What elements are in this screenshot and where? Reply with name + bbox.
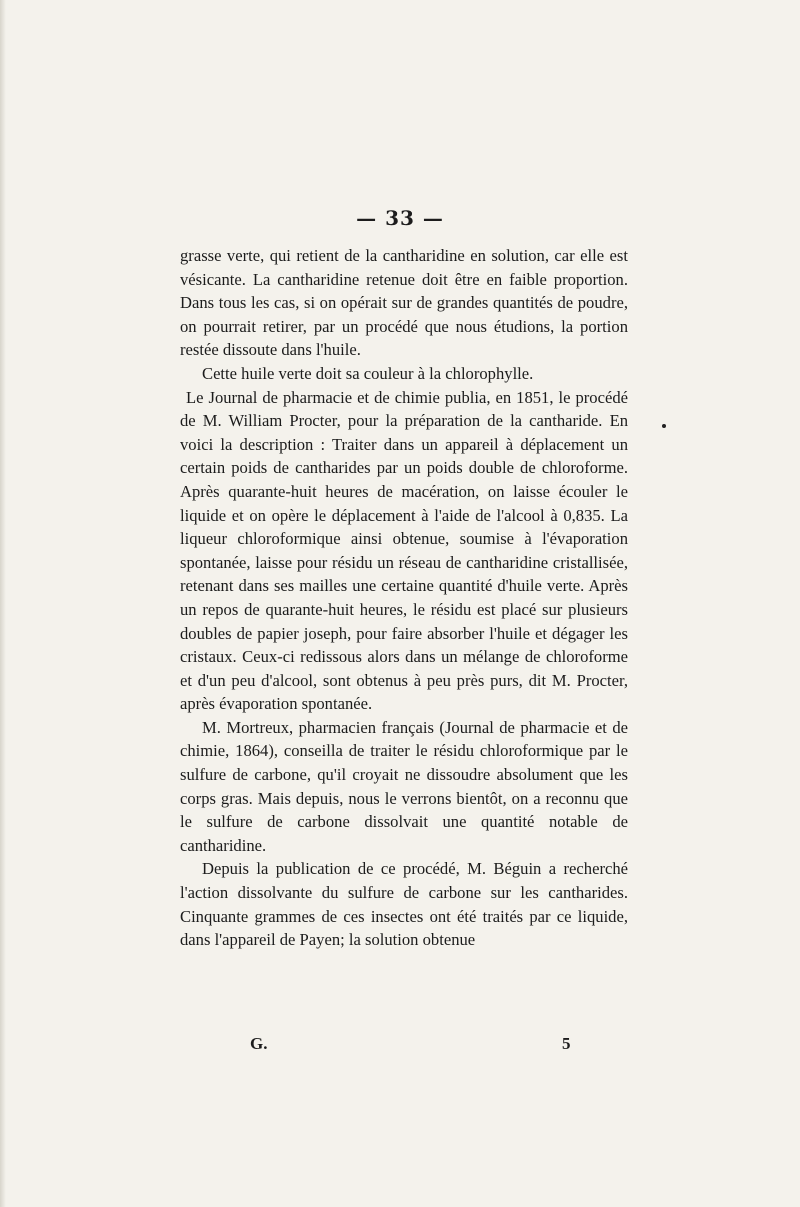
paragraph-3: Le Journal de pharmacie et de chimie publia, en 1851, le procédé de M. William Procter, pour la préparation de la cantharide. En voici la description : Traiter dans un appareil à déplacement un certain poids de cantharides par un poids double de chloroforme. Après quarante-huit heures de macération, on laisse écouler le liquide et on opère le déplacement à l'aide de l'alcool à 0,835. La liqueur chloroformique ainsi obtenue, soumise à l'évaporation spontanée, laisse pour résidu un réseau de cantharidine cristallisée, retenant dans ses mailles une certaine quantité d'huile verte. Après un repos de quarante-huit heures, le résidu est placé sur plusieurs doubles de papier joseph, pour faire absorber l'huile et dégager les cristaux. Ceux-ci redissous alors dans un mélange de chloroforme et d'un peu d'alcool, sont obtenus à peu près purs, dit M. Procter, après évaporation spontanée. [180,387,628,714]
gathering-number: 5 [562,1034,571,1053]
paragraph-1: grasse verte, qui retient de la cantharidine en solution, car elle est vésicante. La cantharidine retenue doit être en faible proportion. Dans tous les cas, si on opérait sur de grandes quantités de poudre, on pourrait retirer, par un procédé que nous étudions, la portion restée dissoute dans l'huile. [180,246,628,360]
paragraph-4: M. Mortreux, pharmacien français (Journal de pharmacie et de chimie, 1864), conseilla de traiter le résidu chloroformique par le sulfure de carbone, qu'il croyait ne dissoudre absolument que les corps gras. Mais depuis, nous le verrons bientôt, on a reconnu que le sulfure de carbone dissolvait une quantité notable de cantharidine. [180,717,628,855]
signature-mark: G. [250,1034,268,1053]
page-edge-shadow [0,0,6,1207]
paragraph-5: Depuis la publication de ce procédé, M. Béguin a recherché l'action dissolvante du sulfure de carbone sur les cantharides. Cinquante grammes de ces insectes ont été traités par ce liquide, dans l'appareil de Payen; la solution obtenue [180,859,628,950]
margin-dot [662,424,666,428]
page-number: — 33 — [356,206,444,230]
paragraph-2: Cette huile verte doit sa couleur à la chlorophylle. [202,363,534,383]
body-text [180,244,628,952]
